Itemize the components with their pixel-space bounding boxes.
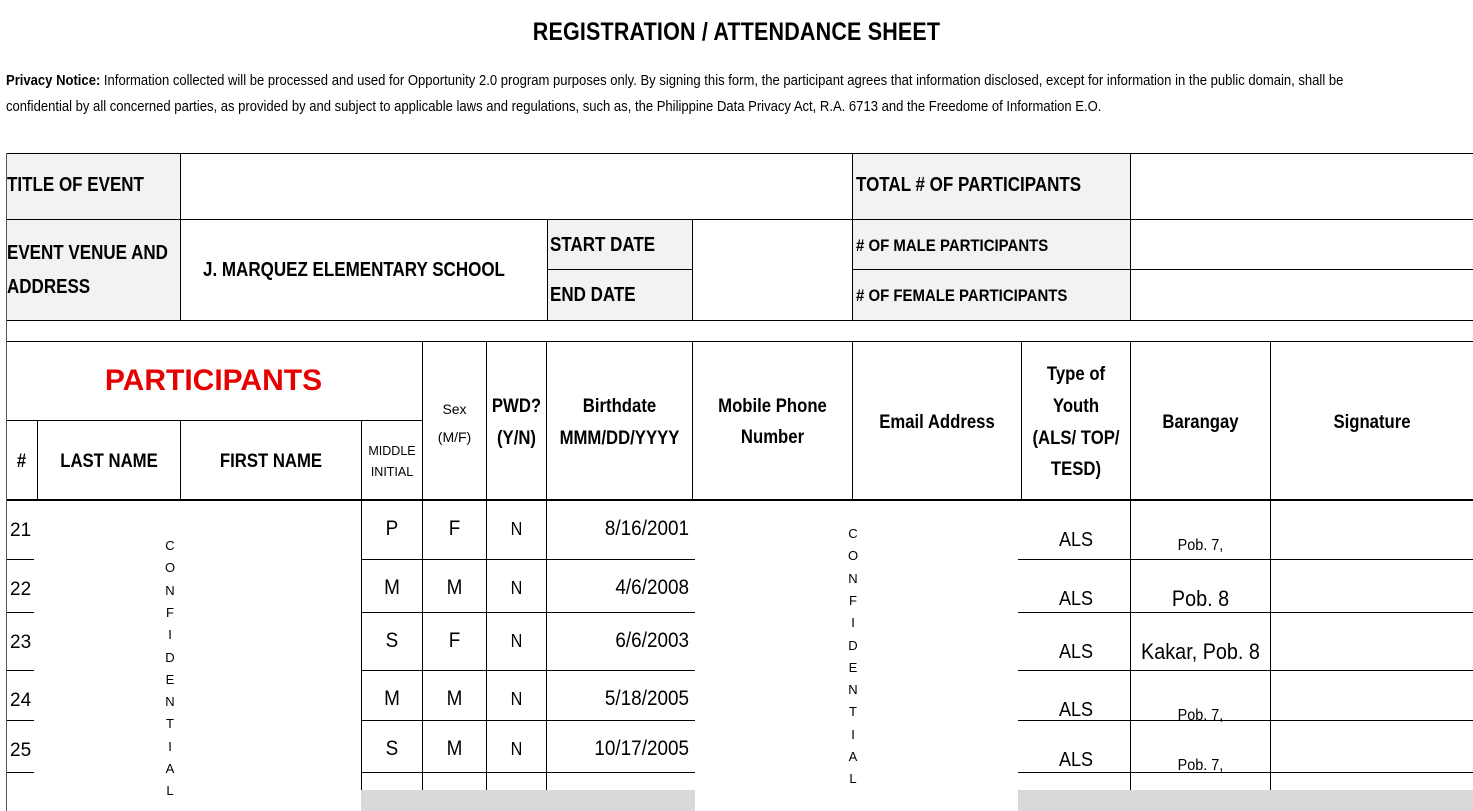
row-pwd[interactable]: N	[510, 739, 523, 759]
participants-title: PARTICIPANTS	[104, 364, 323, 397]
confidential-letter: A	[848, 749, 858, 764]
confidential-letter: T	[166, 716, 174, 732]
confidential-letter: N	[848, 570, 858, 586]
row-pwd[interactable]: N	[510, 689, 523, 709]
row-barangay[interactable]: Pob. 7,	[1177, 757, 1224, 774]
row-birthdate[interactable]: 5/18/2005	[604, 687, 689, 710]
row-youth-type[interactable]: ALS	[1058, 529, 1094, 551]
privacy-notice-line-2: confidential by all concerned parties, as provided by and subject to applicable laws and regulations, such as, the Philippine Data Privacy Act, R.A. 6713 and the Freedome of Information E.O.	[6, 99, 1102, 115]
confidential-letter: O	[847, 548, 859, 564]
header-youth-2: Youth	[1052, 396, 1100, 417]
venue-label-line-2: ADDRESS	[7, 276, 91, 298]
row-sex[interactable]: M	[446, 737, 463, 760]
confidential-letter: I	[851, 615, 855, 631]
row-barangay[interactable]: Pob. 7,	[1177, 537, 1224, 554]
confidential-letter: F	[849, 592, 857, 608]
row-middle-initial[interactable]: S	[385, 737, 399, 760]
header-middle-initial-1: MIDDLE	[368, 444, 416, 458]
row-youth-type[interactable]: ALS	[1058, 749, 1094, 771]
header-signature: Signature	[1333, 412, 1411, 433]
total-participants-field[interactable]	[1131, 154, 1473, 219]
confidential-letter: N	[165, 582, 175, 598]
header-middle-initial-2: INITIAL	[370, 465, 414, 479]
header-sex-1: Sex	[442, 401, 467, 417]
header-barangay: Barangay	[1162, 412, 1239, 433]
row-birthdate[interactable]: 8/16/2001	[604, 517, 689, 540]
row-pwd[interactable]: N	[510, 631, 523, 651]
header-first-name: FIRST NAME	[219, 451, 323, 472]
header-number: #	[16, 451, 27, 472]
header-pwd-2: (Y/N)	[496, 428, 536, 449]
row-pwd[interactable]: N	[510, 519, 523, 539]
confidential-letter: I	[851, 726, 855, 742]
row-middle-initial[interactable]: S	[385, 629, 399, 652]
row-middle-initial[interactable]: M	[384, 687, 400, 710]
row-sex[interactable]: F	[448, 517, 461, 540]
row-middle-initial[interactable]: M	[384, 576, 400, 599]
confidential-letter: I	[168, 627, 172, 643]
male-count-field[interactable]	[1131, 220, 1473, 269]
row-number[interactable]: 21	[10, 520, 32, 541]
confidential-letter: L	[849, 771, 857, 787]
start-date-field[interactable]	[693, 220, 851, 269]
header-youth-1: Type of	[1046, 364, 1106, 385]
confidential-letter: O	[164, 560, 176, 576]
row-barangay[interactable]: Pob. 7,	[1177, 707, 1224, 724]
confidential-letter: I	[168, 738, 172, 754]
confidential-letter: E	[165, 671, 175, 687]
confidential-letter: N	[848, 682, 858, 698]
confidential-letter: T	[849, 704, 857, 720]
header-pwd-1: PWD?	[491, 396, 542, 417]
end-date-field[interactable]	[693, 270, 851, 319]
confidential-letter: L	[166, 783, 174, 799]
row-birthdate[interactable]: 10/17/2005	[594, 737, 689, 760]
row-sex[interactable]: M	[446, 687, 463, 710]
row-pwd[interactable]: N	[510, 578, 523, 598]
header-email: Email Address	[879, 412, 995, 433]
header-last-name: LAST NAME	[60, 451, 158, 472]
sheet-title: REGISTRATION / ATTENDANCE SHEET	[532, 18, 941, 46]
total-participants-label: TOTAL # OF PARTICIPANTS	[856, 174, 1082, 196]
privacy-notice-line-1	[6, 73, 1344, 89]
row-barangay[interactable]: Kakar, Pob. 8	[1141, 639, 1260, 664]
row-birthdate[interactable]: 4/6/2008	[615, 576, 689, 599]
start-date-label: START DATE	[550, 234, 656, 256]
confidential-letter: F	[166, 604, 174, 620]
row-sex[interactable]: F	[448, 629, 461, 652]
confidential-letter: C	[165, 538, 175, 553]
row-number[interactable]: 25	[10, 740, 32, 761]
header-mobile-1: Mobile Phone	[718, 396, 827, 417]
confidential-letter: D	[165, 649, 175, 665]
row-middle-initial[interactable]: P	[385, 517, 399, 540]
female-count-label: # OF FEMALE PARTICIPANTS	[856, 286, 1068, 305]
end-date-label: END DATE	[550, 284, 636, 306]
header-mobile-2: Number	[740, 427, 805, 448]
female-count-field[interactable]	[1131, 270, 1473, 319]
row-number[interactable]: 24	[10, 690, 32, 711]
venue-label-line-1: EVENT VENUE AND	[7, 242, 168, 264]
privacy-notice-text-1: Information collected will be processed and used for Opportunity 2.0 program purposes only. By signing this form, the participant agrees that information disclosed, except for information in the public domain, shall be	[100, 73, 1344, 89]
row-number[interactable]: 23	[10, 632, 32, 653]
header-sex-2: (M/F)	[437, 429, 472, 445]
row-youth-type[interactable]: ALS	[1058, 588, 1094, 610]
confidential-letter: D	[848, 637, 858, 653]
confidential-letter: N	[165, 694, 175, 710]
row-birthdate[interactable]: 6/6/2003	[615, 629, 689, 652]
confidential-letter: C	[848, 526, 858, 541]
title-of-event-label: TITLE OF EVENT	[7, 174, 144, 196]
header-birthdate-1: Birthdate	[582, 396, 657, 417]
title-of-event-field[interactable]	[181, 154, 851, 219]
confidential-letter: E	[848, 659, 858, 675]
row-youth-type[interactable]: ALS	[1058, 641, 1094, 663]
row-youth-type[interactable]: ALS	[1058, 699, 1094, 721]
name-redaction	[34, 501, 360, 811]
header-birthdate-2: MMM/DD/YYYY	[559, 428, 680, 449]
header-youth-4: TESD)	[1050, 459, 1102, 480]
male-count-label: # OF MALE PARTICIPANTS	[856, 236, 1049, 255]
row-barangay[interactable]: Pob. 8	[1171, 586, 1230, 611]
row-number[interactable]: 22	[10, 579, 32, 600]
row-sex[interactable]: M	[446, 576, 463, 599]
confidential-letter: A	[165, 761, 175, 776]
privacy-notice-label: Privacy Notice:	[6, 73, 101, 89]
header-youth-3: (ALS/ TOP/	[1032, 428, 1120, 449]
venue-value[interactable]: J. MARQUEZ ELEMENTARY SCHOOL	[203, 259, 505, 281]
